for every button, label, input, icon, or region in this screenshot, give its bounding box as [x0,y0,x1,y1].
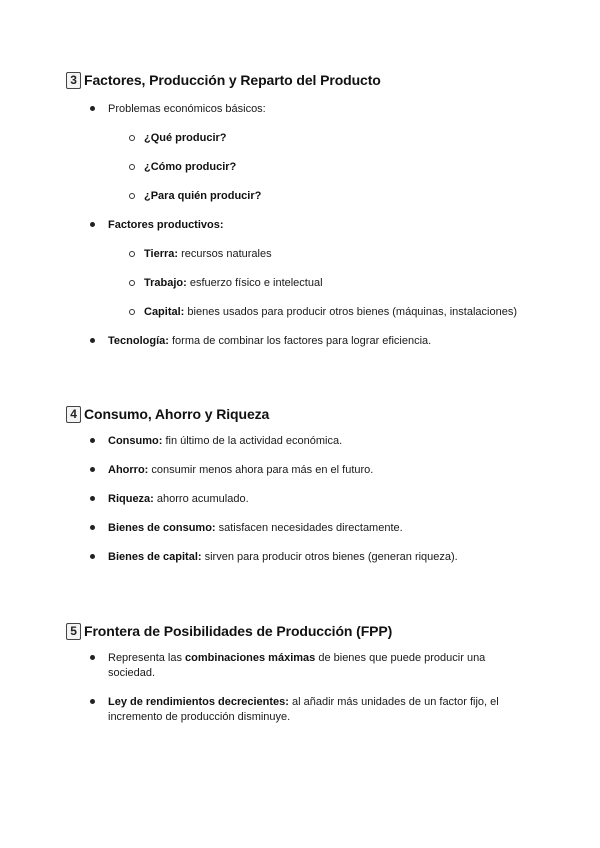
hollow-bullet-icon [129,309,135,315]
item-bold: Consumo: [108,435,163,447]
item-text: forma de combinar los factores para lograr eficiencia. [168,335,432,347]
bullet-icon [90,699,95,704]
item-text: bienes usados para producir otros bienes (máquinas, instalaciones) [184,306,517,318]
bullet-icon [90,496,95,501]
item-text: recursos naturales [178,248,272,260]
section-5 [66,621,546,723]
list-item [66,550,548,565]
item-bold: Tecnología: [108,335,169,347]
list-item [66,218,548,233]
item-text: ahorro acumulado. [153,493,249,505]
section-3 [66,70,546,347]
hollow-bullet-icon [129,193,135,199]
item-bold: Tierra: [144,248,179,260]
bullet-icon [90,467,95,472]
bullet-icon [90,106,95,111]
item-bold: Factores productivos: [108,219,224,231]
item-bold: combinaciones máximas [185,652,316,664]
item-bold: ¿Qué producir? [144,132,227,144]
section-heading [66,404,546,424]
list-item [66,651,508,681]
item-text: fin último de la actividad económica. [162,435,343,447]
list-item [66,463,548,478]
number-5-icon: 5 [66,623,81,640]
bullet-icon [90,655,95,660]
list-item [66,334,548,349]
bullet-icon [90,338,95,343]
bullet-icon [90,554,95,559]
list-item [66,131,584,146]
item-text: de bienes que puede producir una sociedad. [108,652,486,679]
item-bold: Bienes de consumo: [108,522,216,534]
list-item [66,305,600,320]
list-item [66,102,548,117]
item-bold: ¿Cómo producir? [144,161,237,173]
item-bold: Trabajo: [144,277,187,289]
bullet-icon [90,525,95,530]
bullet-icon [90,222,95,227]
number-4-icon: 4 [66,406,81,423]
list-item [66,276,584,291]
list-item [66,695,518,725]
item-bold: Bienes de capital: [108,551,202,563]
item-text: sirven para producir otros bienes (generan riqueza). [201,551,458,563]
item-bold: Riqueza: [108,493,154,505]
hollow-bullet-icon [129,251,135,257]
hollow-bullet-icon [129,280,135,286]
list-item [66,189,584,204]
hollow-bullet-icon [129,164,135,170]
item-text: al añadir más unidades de un factor fijo, el incremento de producción disminuye. [108,696,499,723]
section-heading [66,70,546,90]
item-bold: Ahorro: [108,464,149,476]
list-item [66,160,584,175]
section-4 [66,404,546,563]
bullet-icon [90,438,95,443]
section-heading [66,621,546,641]
section-title: Factores, Producción y Reparto del Producto [84,72,381,88]
item-text: satisfacen necesidades directamente. [215,522,403,534]
number-3-icon: 3 [66,72,81,89]
item-text: esfuerzo físico e intelectual [186,277,323,289]
section-title: Consumo, Ahorro y Riqueza [84,406,270,422]
list-item [66,521,548,536]
item-bold: Capital: [144,306,185,318]
list-item [66,492,548,507]
item-bold: Ley de rendimientos decrecientes: [108,696,289,708]
item-bold: ¿Para quién producir? [144,190,262,202]
item-text: Problemas económicos básicos: [108,103,266,115]
item-text: consumir menos ahora para más en el futuro. [148,464,374,476]
item-pre: Representa las [108,652,186,664]
hollow-bullet-icon [129,135,135,141]
list-item [66,247,584,262]
list-item [66,434,548,449]
section-title: Frontera de Posibilidades de Producción (FPP) [84,623,393,639]
